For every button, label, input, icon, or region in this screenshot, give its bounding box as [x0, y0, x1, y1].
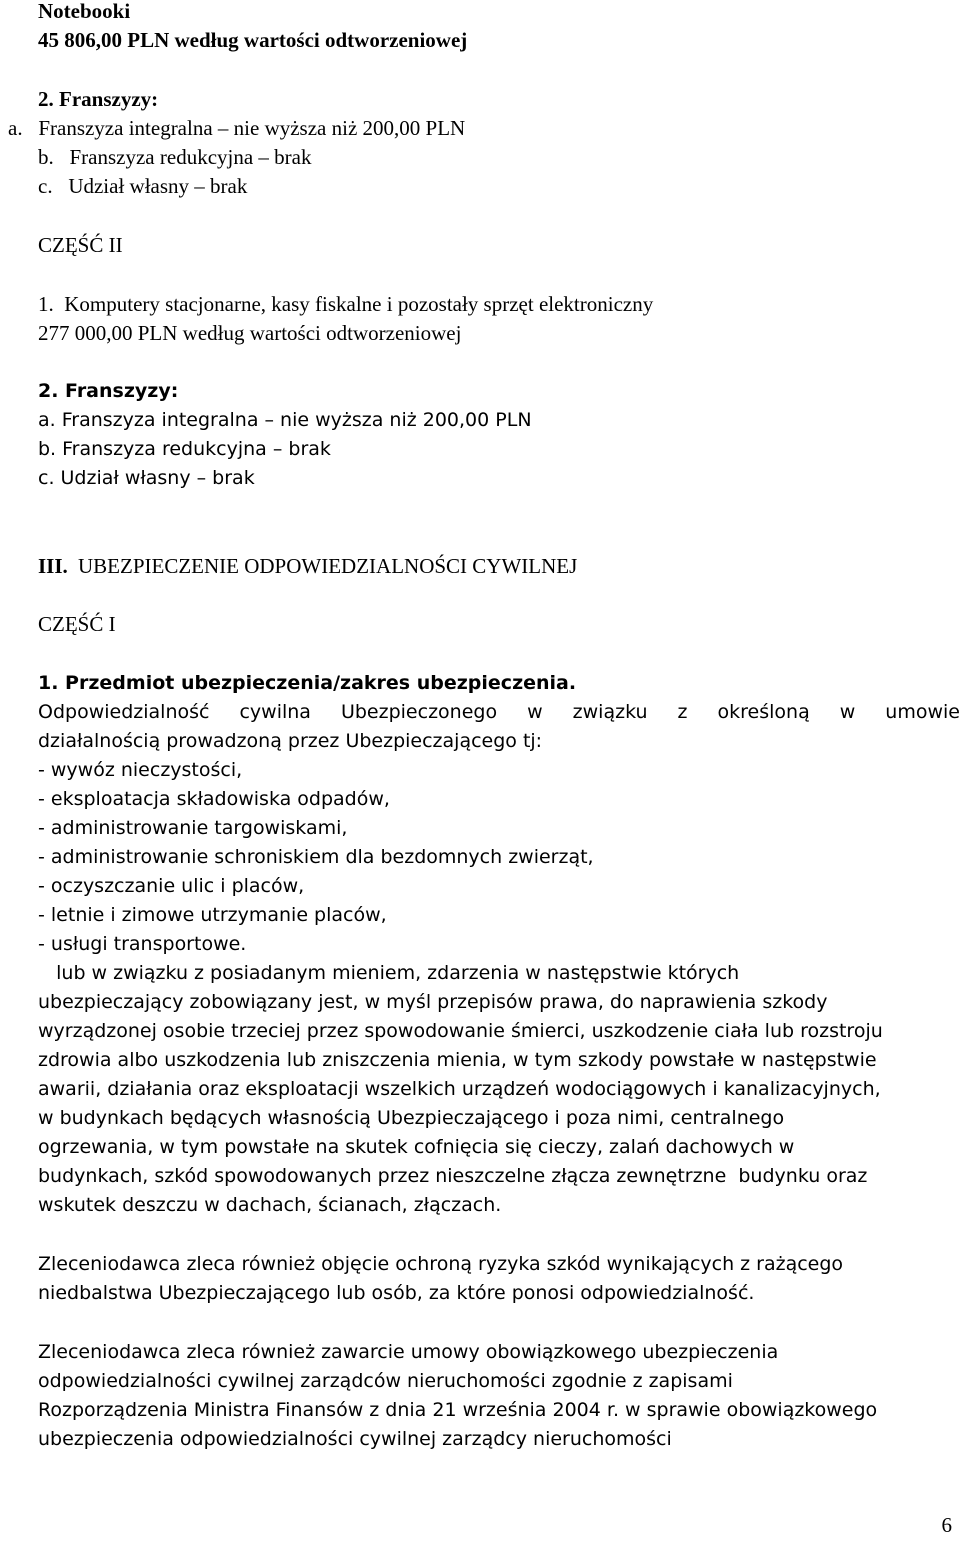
page-number: 6 [941, 1513, 952, 1537]
section-title: UBEZPIECZENIE ODPOWIEDZIALNOŚCI CYWILNEJ [78, 554, 578, 578]
subject-heading: 1. Przedmiot ubezpieczenia/zakres ubezpieczenia. [38, 672, 577, 694]
mandatory-insurance-line: ubezpieczenia odpowiedzialności cywilnej zarządcy nieruchomości [38, 1428, 672, 1450]
franchise-item: a. Franszyza integralna – nie wyższa niż 200,00 PLN [8, 116, 466, 140]
activity-item: - administrowanie schroniskiem dla bezdomnych zwierząt, [38, 846, 594, 868]
activity-item: - oczyszczanie ulic i placów, [38, 875, 305, 897]
sum-insured-line: 277 000,00 PLN według wartości odtworzeniowej [38, 321, 462, 345]
numbered-item: 1. Komputery stacjonarne, kasy fiskalne i pozostały sprzęt elektroniczny [38, 292, 654, 316]
franchise-item: c. Udział własny – brak [38, 174, 248, 198]
paragraph-line: ogrzewania, w tym powstałe na skutek cofnięcia się cieczy, zalań dachowych w [38, 1136, 795, 1158]
paragraph-line: w budynkach będących własnością Ubezpieczającego i poza nimi, centralnego [38, 1107, 785, 1129]
franchise-item: b. Franszyza redukcyjna – brak [38, 438, 331, 460]
paragraph-line: awarii, działania oraz eksploatacji wszelkich urządzeń wodociągowych i kanalizacyjnych, [38, 1078, 881, 1100]
activity-item: - eksploatacja składowiska odpadów, [38, 788, 390, 810]
activity-item: - wywóz nieczystości, [38, 759, 243, 781]
activity-item: - letnie i zimowe utrzymanie placów, [38, 904, 387, 926]
item-title: Notebooki [38, 0, 131, 23]
mandatory-insurance-line: Zleceniodawca zleca również zawarcie umowy obowiązkowego ubezpieczenia [38, 1341, 779, 1363]
part-heading: CZĘŚĆ II [38, 233, 123, 257]
activity-item: - administrowanie targowiskami, [38, 817, 348, 839]
part-heading: CZĘŚĆ I [38, 612, 116, 636]
activity-item: - usługi transportowe. [38, 933, 247, 955]
paragraph-line: wskutek deszczu w dachach, ścianach, złączach. [38, 1194, 502, 1216]
section-numeral: III. [38, 554, 68, 578]
paragraph-line: lub w związku z posiadanym mieniem, zdarzenia w następstwie których [38, 962, 740, 984]
franchise-item: a. Franszyza integralna – nie wyższa niż 200,00 PLN [38, 409, 532, 431]
gross-negligence-line: Zleceniodawca zleca również objęcie ochroną ryzyka szkód wynikających z rażącego [38, 1253, 844, 1275]
mandatory-insurance-line: Rozporządzenia Ministra Finansów z dnia 21 września 2004 r. w sprawie obowiązkowego [38, 1399, 878, 1421]
franchise-heading: 2. Franszyzy: [38, 380, 179, 402]
sum-insured-line: 45 806,00 PLN według wartości odtworzeniowej [38, 28, 468, 52]
paragraph-line: budynkach, szkód spowodowanych przez nieszczelne złącza zewnętrzne budynku oraz [38, 1165, 868, 1187]
gross-negligence-line: niedbalstwa Ubezpieczającego lub osób, za które ponosi odpowiedzialność. [38, 1282, 755, 1304]
paragraph-line: zdrowia albo uszkodzenia lub zniszczenia mienia, w tym szkody powstałe w następstwie [38, 1049, 877, 1071]
paragraph-line: ubezpieczający zobowiązany jest, w myśl przepisów prawa, do naprawienia szkody [38, 991, 828, 1013]
mandatory-insurance-line: odpowiedzialności cywilnej zarządców nieruchomości zgodnie z zapisami [38, 1370, 733, 1392]
intro-line: działalnością prowadzoną przez Ubezpieczającego tj: [38, 730, 543, 752]
franchise-item: b. Franszyza redukcyjna – brak [38, 145, 312, 169]
franchise-heading: 2. Franszyzy: [38, 87, 159, 111]
paragraph-line: wyrządzonej osobie trzeciej przez spowodowanie śmierci, uszkodzenie ciała lub rozstroju [38, 1020, 883, 1042]
intro-line: Odpowiedzialność cywilna Ubezpieczonego w związku z określoną w umowie [38, 701, 960, 723]
franchise-item: c. Udział własny – brak [38, 467, 255, 489]
